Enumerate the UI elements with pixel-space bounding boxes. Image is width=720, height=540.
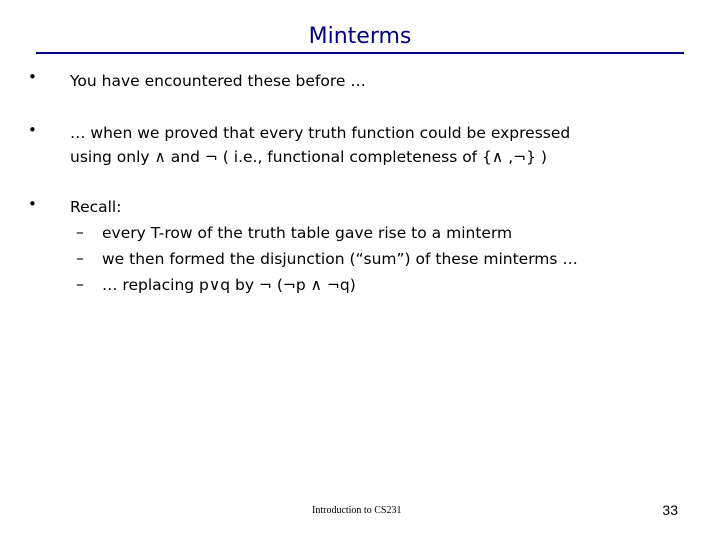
sub-bullet-3-text: … replacing p∨q by ¬ (¬p ∧ ¬q) [102, 276, 356, 294]
sub-bullet-dash-icon: – [76, 249, 84, 267]
bullet-1-text: You have encountered these before … [70, 72, 366, 90]
sub-bullet-1-text: every T-row of the truth table gave rise to a minterm [102, 224, 513, 242]
bullet-icon: • [28, 195, 37, 213]
page-number: 33 [662, 502, 678, 518]
sub-bullet-dash-icon: – [76, 223, 84, 241]
bullet-3-text: Recall: [70, 198, 122, 216]
bullet-icon: • [28, 121, 37, 139]
sub-bullet-dash-icon: – [76, 275, 84, 293]
bullet-icon: • [28, 68, 37, 86]
sub-bullet-2-text: we then formed the disjunction (“sum”) of these minterms … [102, 250, 578, 268]
footer-course-label: Introduction to CS231 [312, 505, 402, 516]
bullet-2-line-1: … when we proved that every truth function could be expressed [70, 124, 571, 142]
bullet-2-line-2: using only ∧ and ¬ ( i.e., functional completeness of {∧ ,¬} ) [70, 148, 547, 166]
slide-title: Minterms [308, 24, 412, 49]
title-divider [36, 52, 684, 54]
